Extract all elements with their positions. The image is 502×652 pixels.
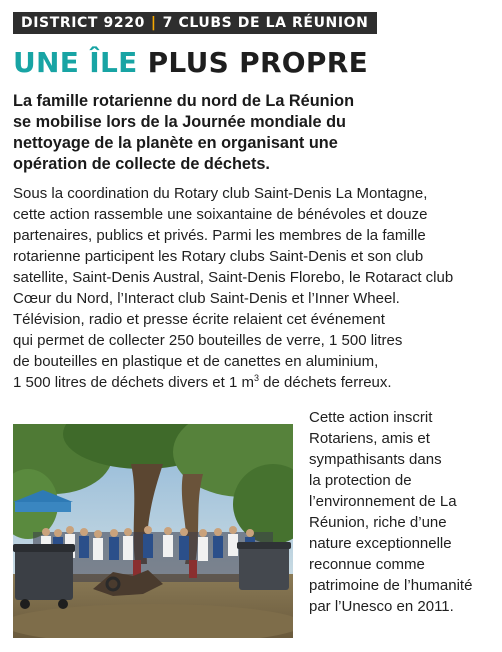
side-line: par l’Unesco en 2011. [309, 598, 454, 615]
photo-illustration [13, 424, 293, 638]
title-accent: UNE ÎLE [13, 46, 138, 79]
body-line: qui permet de collecter 250 bouteilles de verre, 1 500 litres [13, 332, 403, 349]
lead-line: se mobilise lors de la Journée mondiale du [13, 113, 346, 131]
body-line: rotarienne participent les Rotary clubs Saint-Denis et son club [13, 248, 424, 265]
body-line: cette action rassemble une soixantaine de bénévoles et douze [13, 206, 428, 223]
side-line: patrimoine de l’humanité [309, 577, 473, 594]
body-line: partenaires, publics et privés. Parmi les membres de la famille [13, 227, 426, 244]
lead-line: opération de collecte de déchets. [13, 155, 270, 173]
body-line: de bouteilles en plastique et de canettes en aluminium, [13, 353, 379, 370]
body-line: satellite, Saint-Denis Austral, Saint-Denis Florebo, le Rotaract club [13, 269, 454, 286]
article-lead [13, 91, 403, 175]
section-banner [13, 12, 377, 34]
side-line: la protection de [309, 472, 412, 489]
body-line: Sous la coordination du Rotary club Saint-Denis La Montagne, [13, 185, 428, 202]
title-rest: PLUS PROPRE [147, 46, 369, 79]
side-line: reconnue comme [309, 556, 425, 573]
side-line: Rotariens, amis et [309, 430, 430, 447]
side-line: l’environnement de La [309, 493, 457, 510]
body-line: Télévision, radio et presse écrite relaient cet événement [13, 311, 385, 328]
side-line: sympathisants dans [309, 451, 442, 468]
cubic-superscript: 3 [253, 373, 259, 383]
article-side-text [309, 407, 499, 617]
side-line: Réunion, riche d’une [309, 514, 447, 531]
body-last-after: de déchets ferreux. [258, 374, 392, 391]
volunteers-group-photo [13, 424, 293, 638]
clubs-label: 7 CLUBS DE LA RÉUNION [162, 15, 369, 31]
body-last-before: 1 500 litres de déchets divers et 1 m [13, 374, 254, 391]
side-line: nature exceptionnelle [309, 535, 452, 552]
body-line: Cœur du Nord, l’Interact club Saint-Denis et l’Inner Wheel. [13, 290, 400, 307]
body-line-last [13, 372, 493, 393]
article-title [13, 46, 368, 80]
lead-line: La famille rotarienne du nord de La Réunion [13, 92, 355, 110]
lead-line: nettoyage de la planète en organisant une [13, 134, 338, 152]
district-label: DISTRICT 9220 [21, 15, 145, 31]
article-body [13, 183, 493, 393]
side-line: Cette action inscrit [309, 409, 433, 426]
banner-separator: | [150, 15, 157, 31]
